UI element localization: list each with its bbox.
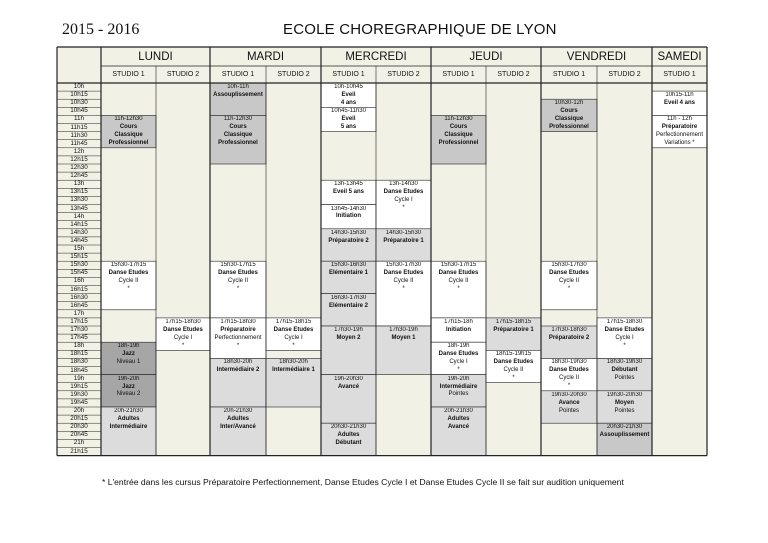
time-label: 19h15 <box>70 382 88 390</box>
class-detail: * <box>181 342 185 349</box>
class-time: 19h-20h <box>117 375 140 382</box>
class-detail: Pointes <box>614 407 635 414</box>
class-detail: * <box>567 285 571 292</box>
class-detail: Professionnel <box>108 140 149 147</box>
time-label: 14h15 <box>70 220 88 228</box>
class-detail: Pointes <box>614 375 635 382</box>
time-label: 15h15 <box>70 253 88 261</box>
class-cell <box>321 424 376 455</box>
time-label: 13h30 <box>70 196 88 204</box>
class-detail: Cycle II <box>558 375 579 382</box>
studio-header: STUDIO 1 <box>112 71 145 78</box>
class-cell <box>376 262 431 326</box>
class-time: 17h15-18h15 <box>275 318 312 325</box>
class-detail: Danse Etudes <box>493 359 534 366</box>
class-detail: Danse Etudes <box>549 367 589 374</box>
class-cell <box>431 319 486 342</box>
class-detail: Danse Etudes <box>438 351 479 358</box>
time-label: 16h15 <box>70 285 88 293</box>
class-time: 17h15-18h30 <box>165 318 201 325</box>
class-time: 18h30-19h30 <box>551 359 587 366</box>
class-detail: Niveau 2 <box>116 391 141 398</box>
class-detail: Perfectionnement <box>214 334 262 341</box>
class-cell <box>101 343 156 374</box>
class-detail: Jazz <box>122 351 135 358</box>
class-time: 19h-20h <box>447 375 470 382</box>
class-cell <box>321 108 376 131</box>
time-label: 17h15 <box>70 317 88 325</box>
day-header: MARDI <box>246 51 285 63</box>
page-title: ECOLE CHOREGRAPHIQUE DE LYON <box>283 21 557 38</box>
time-label: 12h45 <box>70 172 88 180</box>
class-detail: Moyen 1 <box>391 334 416 341</box>
class-cell <box>541 359 597 390</box>
class-cell <box>597 392 652 423</box>
class-detail: Adultes <box>337 432 360 439</box>
class-time: 11h-12h30 <box>114 116 143 123</box>
class-cell <box>101 116 156 147</box>
day-header: LUNDI <box>138 51 173 63</box>
day-header: JEUDI <box>469 51 503 63</box>
time-label: 13h15 <box>70 188 88 196</box>
class-cell <box>652 116 707 147</box>
class-detail: Initiation <box>446 326 471 333</box>
time-label: 10h45 <box>70 107 88 115</box>
time-label: 15h30 <box>70 261 88 269</box>
time-label: 13h <box>73 180 85 188</box>
class-time: 10h-11h <box>227 84 249 90</box>
class-cell <box>597 359 652 390</box>
class-detail: Professionnel <box>438 140 479 147</box>
class-detail: Adultes <box>447 415 470 422</box>
class-time: 17h15-18h15 <box>495 318 532 325</box>
class-detail: Moyen 2 <box>336 334 361 341</box>
time-label: 10h30 <box>70 99 88 107</box>
time-label: 19h <box>73 374 85 382</box>
class-detail: Préparatoire <box>661 124 698 131</box>
class-detail: Débutant <box>611 367 638 374</box>
time-label: 20h15 <box>70 415 88 423</box>
class-detail: * <box>457 366 460 373</box>
class-cell <box>321 262 376 293</box>
class-time: 17h30-18h30 <box>551 327 587 333</box>
class-detail: Cycle II <box>503 367 524 374</box>
class-time: 20h-21h30 <box>223 408 253 414</box>
class-time: 18h15-19h15 <box>495 351 532 358</box>
class-cell <box>101 262 156 310</box>
class-detail: Cycle II <box>227 278 248 284</box>
time-label: 16h30 <box>70 293 88 301</box>
class-detail: Cours <box>560 108 578 115</box>
class-detail: Professionnel <box>218 140 258 147</box>
class-detail: Préparatoire 1 <box>383 237 424 244</box>
empty-slot-background <box>486 83 541 456</box>
class-time: 19h-20h30 <box>334 375 363 382</box>
class-detail: Professionnel <box>549 123 589 130</box>
class-detail: Jazz <box>122 383 135 390</box>
class-detail: Danse Etudes <box>218 270 258 277</box>
class-time: 18h30-20h <box>279 359 308 366</box>
time-label: 14h30 <box>70 228 88 236</box>
class-detail: * <box>236 342 240 349</box>
class-cell <box>321 206 376 229</box>
class-cell <box>652 92 707 115</box>
class-detail: Danse Etudes <box>604 326 645 333</box>
class-detail: Niveau 1 <box>116 359 141 365</box>
class-cell <box>266 359 321 407</box>
class-detail: Cours <box>119 124 138 131</box>
class-cell <box>431 343 486 374</box>
class-time: 10h15-11h <box>665 92 694 99</box>
class-detail: * <box>623 342 626 349</box>
time-label: 20h45 <box>70 431 88 439</box>
class-detail: Cycle I <box>394 197 413 203</box>
studio-header: STUDIO 1 <box>442 71 475 78</box>
class-time: 20h-21h30 <box>444 408 473 414</box>
class-detail: Eveil 4 ans <box>663 100 696 106</box>
class-time: 14h30-15h30 <box>330 229 367 236</box>
class-cell <box>321 84 376 107</box>
studio-header: STUDIO 2 <box>608 71 641 78</box>
class-detail: Cycle I <box>173 334 193 341</box>
class-time: 10h-10h45 <box>334 84 363 90</box>
class-cell <box>321 327 376 375</box>
class-detail: Avance <box>558 399 580 406</box>
time-label: 14h45 <box>70 236 88 244</box>
class-detail: Eveil <box>341 116 356 123</box>
class-time: 19h30-20h30 <box>551 391 587 398</box>
class-cell <box>431 116 486 164</box>
class-time: 17h15-18h30 <box>606 318 643 325</box>
class-time: 15h30-17h30 <box>551 262 587 269</box>
class-time: 18h30-20h <box>223 359 253 366</box>
empty-slot-background <box>156 83 210 456</box>
class-detail: Eveil <box>341 91 356 98</box>
class-detail: Danse Etudes <box>383 270 424 277</box>
time-label: 18h30 <box>70 358 88 366</box>
class-cell <box>541 100 597 131</box>
class-detail: Préparatoire 1 <box>493 326 534 333</box>
class-time: 15h30-17h15 <box>110 262 147 269</box>
class-time: 14h30-15h30 <box>385 229 422 236</box>
time-label: 12h15 <box>70 155 88 163</box>
class-cell <box>210 116 266 164</box>
class-cell <box>210 319 266 359</box>
class-cell <box>431 376 486 407</box>
class-time: 15h30-17h30 <box>385 262 422 269</box>
class-cell <box>376 181 431 229</box>
class-cell <box>210 84 266 115</box>
class-cell <box>431 408 486 456</box>
class-time: 20h30-21h30 <box>606 424 643 431</box>
class-detail: Avancé <box>337 383 360 390</box>
class-detail: * <box>292 342 295 349</box>
class-cell <box>210 408 266 456</box>
time-label: 11h45 <box>70 139 88 147</box>
class-detail: Danse Etudes <box>273 326 314 333</box>
studio-header: STUDIO 1 <box>552 71 586 78</box>
class-detail: 4 ans <box>340 99 357 106</box>
class-cell <box>486 319 541 350</box>
class-time: 11h-12h30 <box>444 116 473 123</box>
class-detail: Pointes <box>558 407 579 414</box>
time-label: 17h <box>73 309 85 317</box>
time-label: 18h15 <box>70 350 88 358</box>
class-time: 17h15-18h30 <box>220 318 256 325</box>
time-label: 18h45 <box>70 366 88 374</box>
time-label: 21h <box>73 439 85 447</box>
class-detail: Danse Etudes <box>438 270 479 277</box>
class-detail: Cycle II <box>448 278 469 284</box>
class-detail: Débutant <box>335 440 362 446</box>
time-label: 13h45 <box>70 204 88 212</box>
class-detail: Intermédiaire 1 <box>272 367 315 374</box>
class-detail: Cycle I <box>615 334 634 341</box>
class-cell <box>541 327 597 358</box>
class-detail: Danse Etudes <box>108 270 149 277</box>
class-cell <box>376 327 431 375</box>
time-label: 16h <box>73 277 85 285</box>
class-detail: Cycle I <box>284 334 303 341</box>
class-time: 15h30-17h15 <box>440 262 477 269</box>
class-detail: Adultes <box>117 415 140 422</box>
class-cell <box>321 295 376 326</box>
class-time: 15h30-16h30 <box>330 262 367 269</box>
class-detail: Cycle II <box>118 278 139 284</box>
class-detail: Cours <box>449 124 468 131</box>
time-label: 12h <box>73 147 85 155</box>
studio-header: STUDIO 2 <box>497 71 530 78</box>
time-label: 15h45 <box>70 269 88 277</box>
studio-header: STUDIO 2 <box>166 71 200 78</box>
time-label: 20h <box>73 407 85 414</box>
class-time: 15h30-17h15 <box>220 262 256 269</box>
class-detail: Classique <box>554 116 584 122</box>
class-detail: Variations * <box>664 140 695 147</box>
class-cell <box>597 319 652 359</box>
class-detail: Classique <box>223 132 253 139</box>
time-label: 21h15 <box>70 447 88 455</box>
time-label: 19h30 <box>70 390 88 398</box>
audition-footnote: * L'entrée dans les cursus Préparatoire Perfectionnement, Danse Etudes Cycle I et Danse Etudes Cycle II se fait sur audition uniquement <box>102 477 624 487</box>
time-label: 16h45 <box>70 301 88 309</box>
studio-header: STUDIO 2 <box>387 71 420 78</box>
class-detail: Cours <box>229 124 247 131</box>
class-detail: Danse Etudes <box>383 189 424 196</box>
day-header: SAMEDI <box>657 51 702 63</box>
class-cell <box>486 351 541 382</box>
time-label: 10h <box>73 83 85 90</box>
class-detail: Elémentaire 2 <box>328 302 369 309</box>
school-year: 2015 - 2016 <box>62 21 140 38</box>
class-detail: * <box>402 285 405 292</box>
class-detail: Avancé <box>447 423 470 430</box>
class-time: 17h30-19h <box>334 327 363 333</box>
class-detail: Eveil 5 ans <box>332 189 365 196</box>
class-detail: * <box>236 285 240 292</box>
time-label: 19h45 <box>70 398 88 406</box>
class-detail: Intermédiaire <box>439 383 478 390</box>
studio-header: STUDIO 1 <box>221 71 255 78</box>
class-detail: Cycle II <box>558 278 579 284</box>
class-detail: 5 ans <box>340 124 357 131</box>
class-time: 10h45-11h30 <box>331 108 366 115</box>
class-detail: Préparatoire 2 <box>548 334 590 341</box>
class-detail: Cycle II <box>393 278 414 284</box>
class-cell <box>321 230 376 261</box>
class-cell <box>210 262 266 318</box>
class-detail: Elémentaire 1 <box>328 270 369 277</box>
class-detail: Intermédiaire <box>109 423 148 430</box>
class-detail: Classique <box>114 132 143 139</box>
class-detail: Danse Etudes <box>163 326 203 333</box>
class-detail: Inter/Avancé <box>220 423 256 430</box>
class-time: 10h30-12h <box>554 100 584 107</box>
class-time: 19h30-20h30 <box>606 391 643 398</box>
class-detail: * <box>457 285 460 292</box>
class-time: 11h - 12h <box>667 116 692 123</box>
class-detail: Adultes <box>226 415 249 422</box>
class-cell <box>541 392 597 423</box>
time-label: 14h <box>73 212 85 220</box>
class-cell <box>321 376 376 424</box>
studio-header: STUDIO 2 <box>277 71 310 78</box>
class-time: 18h30-19h30 <box>606 359 643 366</box>
class-detail: Cycle I <box>449 359 468 365</box>
class-cell <box>597 424 652 455</box>
time-label: 11h15 <box>70 123 88 131</box>
class-time: 17h30-19h <box>389 327 418 333</box>
class-detail: Danse Etudes <box>549 270 589 277</box>
class-detail: Classique <box>444 132 473 139</box>
day-header: VENDREDI <box>566 51 627 63</box>
class-cell <box>321 181 376 204</box>
class-time: 13h-13h45 <box>334 181 363 188</box>
time-label: 15h <box>73 245 85 252</box>
class-detail: * <box>402 204 405 211</box>
class-time: 17h15-18h <box>444 318 473 325</box>
time-label: 10h15 <box>70 91 88 99</box>
studio-header: STUDIO 1 <box>332 71 365 78</box>
time-label: 11h30 <box>70 131 88 139</box>
class-detail: Assouplissement <box>213 91 263 98</box>
time-label: 11h <box>73 115 85 123</box>
class-time: 20h30-21h30 <box>330 424 367 431</box>
class-time: 13h-14h30 <box>389 181 418 188</box>
class-detail: Initiation <box>336 213 361 220</box>
day-header: MERCREDI <box>345 51 407 63</box>
time-label: 17h45 <box>70 334 88 342</box>
class-time: 20h-21h30 <box>114 408 143 414</box>
class-time: 11h-12h30 <box>223 116 253 123</box>
class-cell <box>376 230 431 261</box>
class-detail: Préparatoire 2 <box>328 237 369 244</box>
class-detail: Assouplissement <box>599 432 650 439</box>
class-detail: * <box>127 285 130 292</box>
class-detail: Préparatoire <box>220 326 256 333</box>
class-detail: * <box>567 383 571 390</box>
time-label: 18h <box>73 342 85 350</box>
class-time: 18h-19h <box>447 343 470 350</box>
studio-header: STUDIO 1 <box>663 71 696 78</box>
class-cell <box>101 408 156 456</box>
class-detail: Perfectionnement <box>655 132 704 139</box>
class-cell <box>431 262 486 318</box>
time-label: 17h30 <box>70 326 88 333</box>
class-cell <box>541 262 597 310</box>
class-time: 18h-19h <box>117 343 140 350</box>
class-detail: Pointes <box>448 391 469 398</box>
time-label: 12h30 <box>70 164 88 171</box>
class-cell <box>210 359 266 407</box>
class-cell <box>101 376 156 407</box>
time-label: 20h30 <box>70 423 88 431</box>
class-cell <box>156 319 210 350</box>
class-time: 16h30-17h30 <box>330 294 367 301</box>
class-time: 13h45-14h30 <box>330 205 367 212</box>
class-detail: Intermédiaire 2 <box>216 367 260 374</box>
class-detail: * <box>512 375 515 382</box>
class-detail: Moyen <box>614 399 634 406</box>
class-cell <box>266 319 321 350</box>
